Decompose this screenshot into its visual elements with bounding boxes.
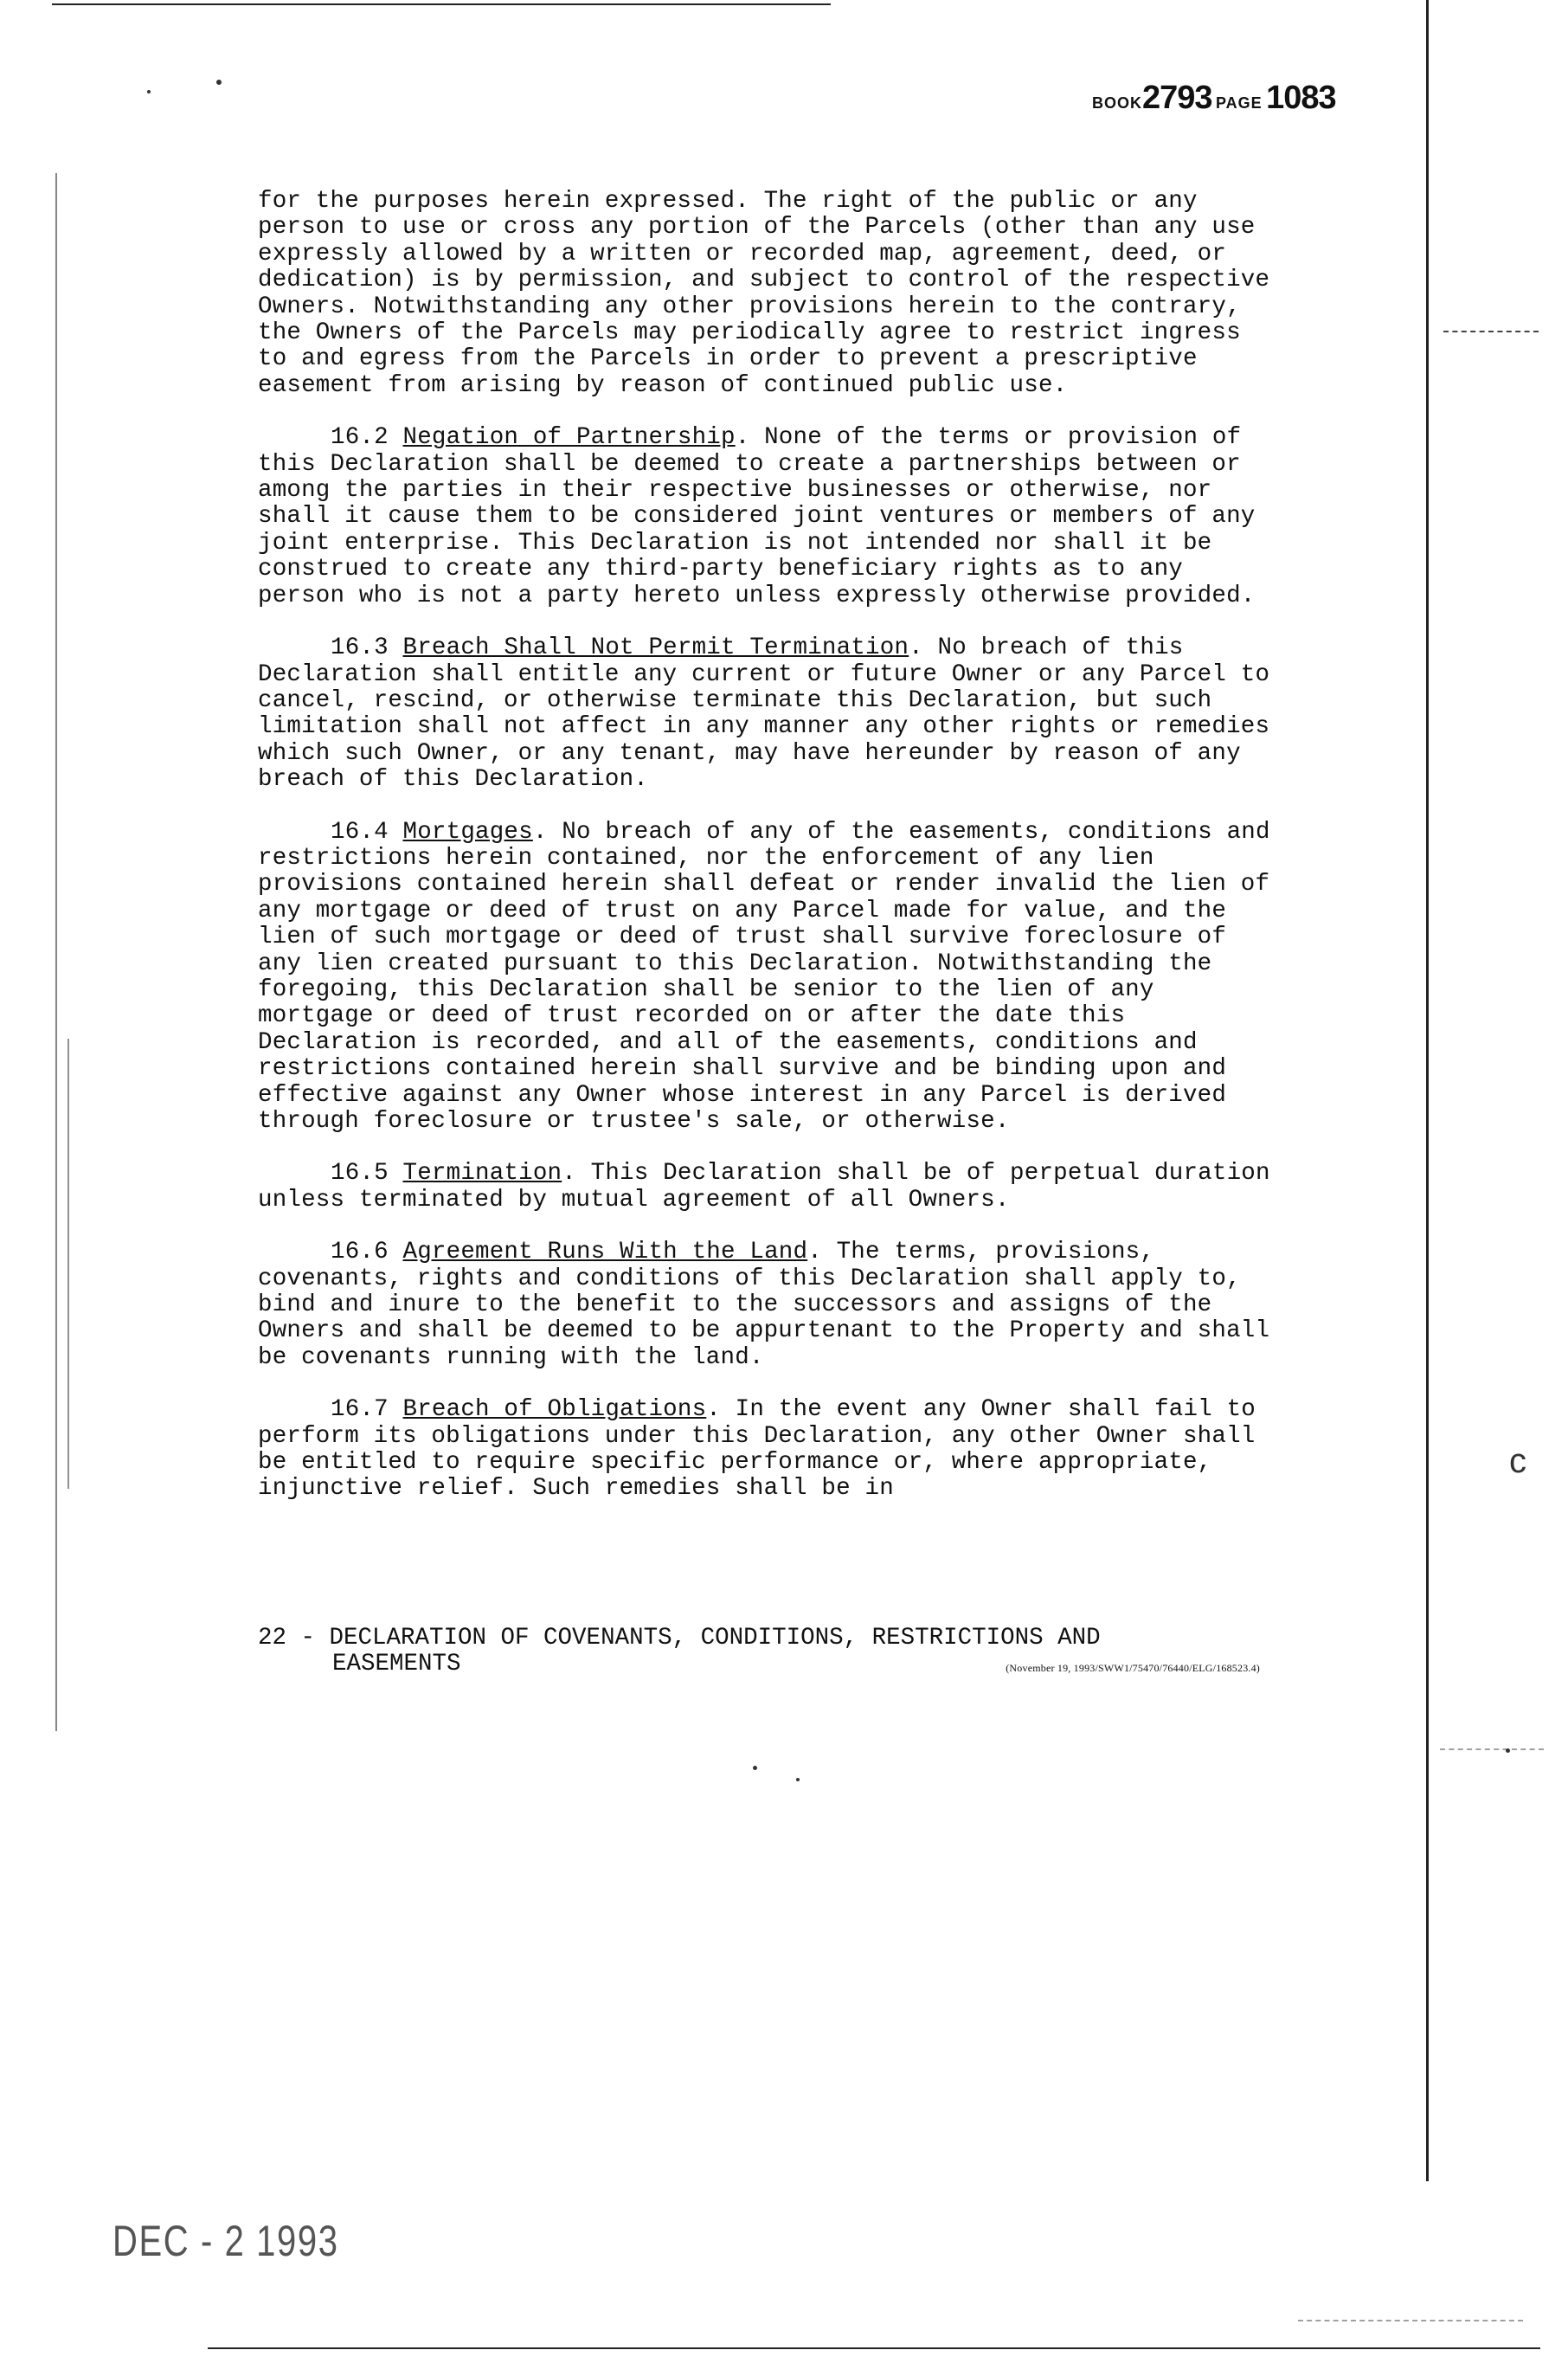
paragraph-text: . No breach of this Declaration shall entitle any current or future Owner or any Parcel to cancel, rescind, or otherwise terminate this Declaration, but such limitation shall not affect in any manner any other rights or remedies which such Owner, or any tenant, may have hereunder by reason of any breach of this Declaration. xyxy=(258,634,1270,794)
section-16-3 xyxy=(258,635,1279,793)
section-heading: Mortgages xyxy=(402,818,533,846)
section-number: 16.6 xyxy=(331,1239,389,1266)
scan-speck xyxy=(1506,1748,1510,1753)
section-16-6 xyxy=(258,1239,1279,1371)
book-label: BOOK xyxy=(1092,94,1142,112)
bottom-scan-dash xyxy=(1298,2320,1523,2321)
page-label: PAGE xyxy=(1216,94,1263,112)
paragraph-text: . In the event any Owner shall fail to perform its obligations under this Declaration, any other Owner shall be entitled to require specific performance or, where appropriate, injunctive relief. Such remedies shall be in xyxy=(258,1396,1256,1503)
bottom-border-line xyxy=(208,2347,1540,2349)
right-border-line xyxy=(1426,0,1429,2181)
left-margin-line xyxy=(55,173,57,1731)
left-margin-line-2 xyxy=(67,1039,69,1489)
page-footer xyxy=(258,1626,1279,1677)
section-number: 16.5 xyxy=(331,1160,389,1188)
footer-title-line-2 xyxy=(258,1652,1279,1677)
scan-speck xyxy=(216,80,222,85)
section-16-5 xyxy=(258,1161,1279,1214)
right-margin-dash xyxy=(1443,331,1539,332)
footer-title-line: 22 - DECLARATION OF COVENANTS, CONDITIONS, RESTRICTIONS AND xyxy=(258,1625,1101,1652)
document-reference: (November 19, 1993/SWW1/75470/76440/ELG/168523.4) xyxy=(1006,1662,1260,1674)
document-body xyxy=(258,189,1279,1529)
paragraph-text: for the purposes herein expressed. The right of the public or any person to use or cross any portion of the Parcels (other than any use expressly allowed by a written or recorded map, agreement, deed, or dedication) is by permission, and subject to control of the respective Owners. Notwithstanding any other provisions herein to the contrary, the Owners of the Parcels may periodically agree to restrict ingress to and egress from the Parcels in order to prevent a prescriptive easement from arising by reason of continued public use. xyxy=(258,188,1270,399)
margin-mark: c xyxy=(1509,1442,1526,1480)
right-margin-dash-2 xyxy=(1440,1748,1544,1750)
book-page-reference xyxy=(1092,80,1336,117)
top-border-line xyxy=(52,3,831,5)
scan-speck xyxy=(796,1778,800,1781)
section-heading: Breach of Obligations xyxy=(402,1396,707,1424)
paragraph-text: . This Declaration shall be of perpetual duration unless terminated by mutual agreement of all Owners. xyxy=(258,1160,1270,1214)
book-number: 2793 xyxy=(1142,80,1212,116)
section-16-4 xyxy=(258,820,1279,1136)
section-number: 16.3 xyxy=(331,634,389,662)
date-stamp: DEC - 2 1993 xyxy=(112,2217,339,2265)
paragraph-text: . No breach of any of the easements, conditions and restrictions herein contained, nor the enforcement of any lien provisions contained herein shall defeat or render invalid the lien of any mortgage or deed of trust on any Parcel made for value, and the lien of such mortgage or deed of trust shall survive foreclosure of any lien created pursuant to this Declaration. Notwithstanding the foregoing, this Declaration shall be senior to the lien of any mortgage or deed of trust recorded on or after the date this Declaration is recorded, and all of the easements, conditions and restrictions contained herein shall survive and be binding upon and effective against any Owner whose interest in any Parcel is derived through foreclosure or trustee's sale, or otherwise. xyxy=(258,818,1270,1135)
scan-speck xyxy=(753,1766,757,1770)
section-16-2 xyxy=(258,425,1279,609)
page-number: 1083 xyxy=(1266,80,1336,116)
footer-title-continuation: EASEMENTS xyxy=(332,1651,461,1677)
section-heading: Breach Shall Not Permit Termination xyxy=(402,634,909,662)
paragraph-continuation xyxy=(258,189,1279,399)
scan-speck xyxy=(147,90,151,93)
paragraph-text: . None of the terms or provision of this Declaration shall be deemed to create a partnerships between or among the parties in their respective businesses or otherwise, nor shall it cause them to be considered joint ventures or members of any joint enterprise. This Declaration is not intended nor shall it be construed to create any third-party beneficiary rights as to any person who is not a party hereto unless expressly otherwise provided. xyxy=(258,424,1256,609)
section-heading: Agreement Runs With the Land xyxy=(402,1239,808,1266)
section-heading: Termination xyxy=(402,1160,562,1188)
section-heading: Negation of Partnership xyxy=(402,424,736,452)
section-16-7 xyxy=(258,1397,1279,1503)
section-number: 16.4 xyxy=(331,818,389,846)
section-number: 16.7 xyxy=(331,1396,389,1424)
section-number: 16.2 xyxy=(331,424,389,452)
paragraph-text: . The terms, provisions, covenants, rights and conditions of this Declaration shall apply to, bind and inure to the benefit to the successors and assigns of the Owners and shall be deemed to be appurtenant to the Property and shall be covenants running with the land. xyxy=(258,1239,1270,1371)
